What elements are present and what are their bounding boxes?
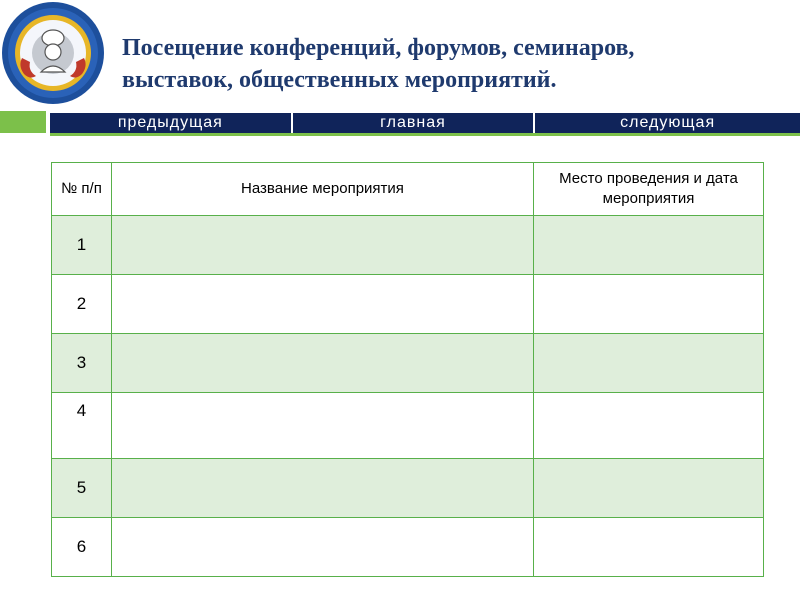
row-number: 2: [52, 275, 112, 334]
row-number: 5: [52, 459, 112, 518]
title-line-2: выставок, общественных мероприятий.: [122, 67, 557, 93]
place-date-cell[interactable]: [534, 275, 764, 334]
page-title: [122, 32, 782, 96]
table-row: [52, 459, 764, 518]
table-row: [52, 518, 764, 577]
place-date-cell[interactable]: [534, 334, 764, 393]
events-table: [51, 162, 764, 577]
place-date-cell[interactable]: [534, 459, 764, 518]
place-date-cell[interactable]: [534, 393, 764, 459]
table-row: [52, 275, 764, 334]
header-place-date: Место проведения и дата мероприятия: [534, 163, 764, 216]
table-row: [52, 216, 764, 275]
navigation-bar: [50, 113, 800, 136]
nav-previous-button[interactable]: предыдущая: [50, 113, 293, 133]
place-date-cell[interactable]: [534, 216, 764, 275]
title-line-1: Посещение конференций, форумов, семинаров,: [122, 35, 635, 61]
college-logo: [0, 0, 106, 106]
place-date-cell[interactable]: [534, 518, 764, 577]
event-name-cell[interactable]: [112, 275, 534, 334]
header-number: № п/п: [52, 163, 112, 216]
row-number: 6: [52, 518, 112, 577]
header-event-name: Название мероприятия: [112, 163, 534, 216]
row-number: 4: [52, 393, 112, 459]
nav-next-button[interactable]: следующая: [620, 114, 716, 131]
accent-bar: [0, 111, 46, 133]
row-number: 1: [52, 216, 112, 275]
nav-home-button[interactable]: главная: [293, 113, 536, 133]
table-header-row: [52, 163, 764, 216]
event-name-cell[interactable]: [112, 459, 534, 518]
row-number: 3: [52, 334, 112, 393]
event-name-cell[interactable]: [112, 216, 534, 275]
table-row: [52, 393, 764, 459]
event-name-cell[interactable]: [112, 393, 534, 459]
event-name-cell[interactable]: [112, 334, 534, 393]
table-row: [52, 334, 764, 393]
event-name-cell[interactable]: [112, 518, 534, 577]
